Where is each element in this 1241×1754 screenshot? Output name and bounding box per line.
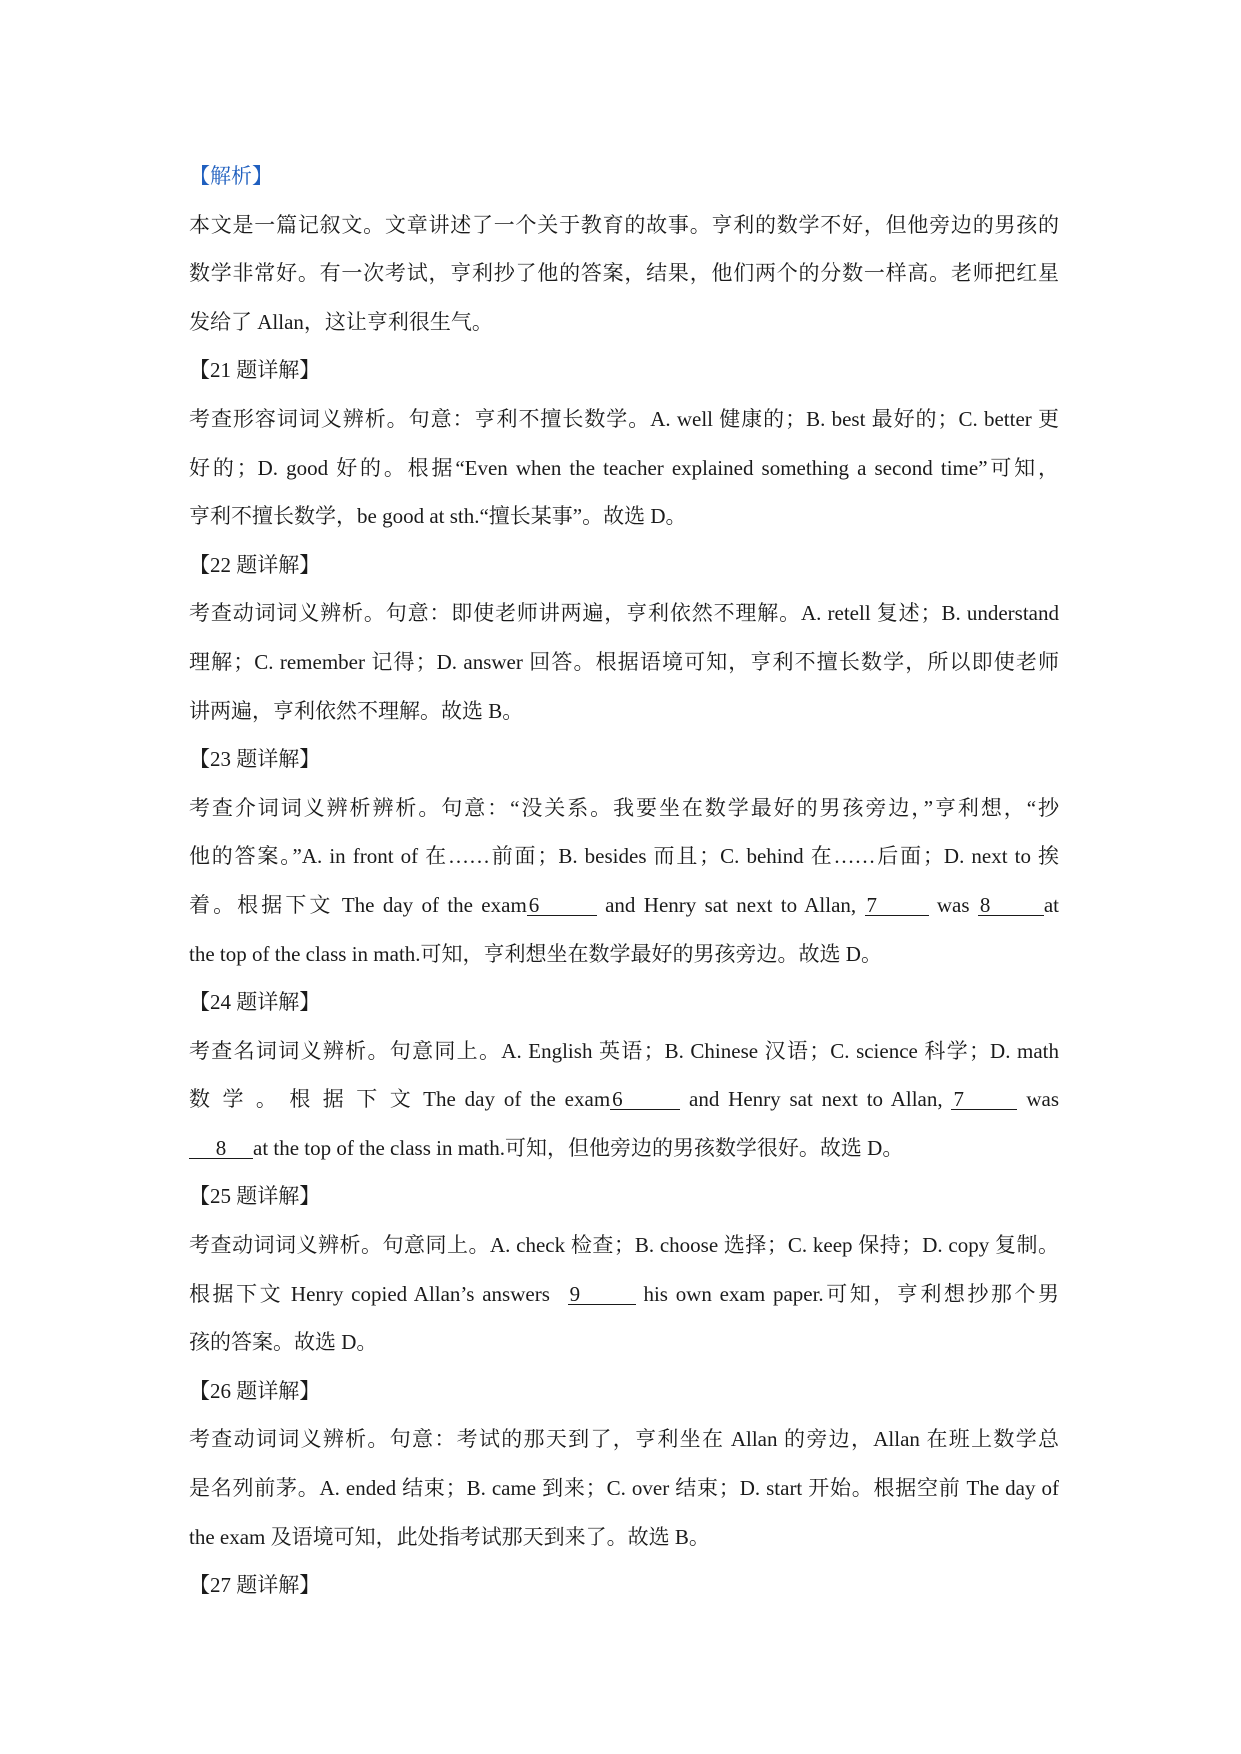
blank-7: 7 xyxy=(951,1089,1017,1110)
q24-text: and Henry sat next to Allan, xyxy=(680,1087,952,1112)
q23-line: 他的答案。”A. in front of 在……前面；B. besides 而且；C. behind 在……后面；D. next to 挨 xyxy=(189,844,1059,869)
q22-line: 理解；C. remember 记得；D. answer 回答。根据语境可知，亨利不擅长数学，所以即使老师 xyxy=(189,649,1059,674)
q25-explanation xyxy=(189,1221,1059,1367)
q23-line-with-blanks xyxy=(189,881,1059,930)
q23-line: the top of the class in math.可知，亨利想坐在数学最好的男孩旁边。故选 D。 xyxy=(189,941,882,966)
q21-heading: 【21 题详解】 xyxy=(189,358,321,383)
q23-heading: 【23 题详解】 xyxy=(189,747,321,772)
q26-line: 考查动词词义辨析。句意：考试的那天到了，亨利坐在 Allan 的旁边，Allan 在班上数学总 xyxy=(189,1427,1059,1452)
blank-7: 7 xyxy=(865,895,929,916)
blank-9: 9 xyxy=(568,1284,636,1305)
q27-heading: 【27 题详解】 xyxy=(189,1573,321,1598)
q23-text: and Henry sat next to Allan, xyxy=(596,892,865,917)
q26-explanation xyxy=(189,1415,1059,1561)
q26-heading: 【26 题详解】 xyxy=(189,1378,321,1403)
q25-heading: 【25 题详解】 xyxy=(189,1184,321,1209)
intro-paragraph xyxy=(189,201,1059,347)
q24-heading: 【24 题详解】 xyxy=(189,990,321,1015)
q24-text: 数 学 。 根 据 下 文 The day of the exam xyxy=(189,1087,611,1112)
q22-explanation xyxy=(189,589,1059,735)
q25-text: 根据下文 Henry copied Allan’s answers xyxy=(189,1281,558,1306)
blank-6: 6 xyxy=(610,1089,680,1110)
q23-text: 着。根据下文 The day of the exam xyxy=(189,892,527,917)
q23-line: 考查介词词义辨析辨析。句意：“没关系。我要坐在数学最好的男孩旁边，”亨利想，“抄 xyxy=(189,795,1059,820)
blank-8: 8 xyxy=(978,895,1044,916)
intro-line: 发给了 Allan，这让亨利很生气。 xyxy=(189,309,493,334)
q26-line: 是名列前茅。A. ended 结束；B. came 到来；C. over 结束；D. start 开始。根据空前 The day of xyxy=(189,1476,1059,1501)
q22-heading: 【22 题详解】 xyxy=(189,552,321,577)
q26-line: the exam 及语境可知，此处指考试那天到来了。故选 B。 xyxy=(189,1524,710,1549)
q23-explanation xyxy=(189,784,1059,978)
q22-line: 考查动词词义辨析。句意：即使老师讲两遍，亨利依然不理解。A. retell 复述；B. understand xyxy=(189,601,1059,626)
q24-text: was xyxy=(1017,1087,1059,1112)
q25-text: his own exam paper.可知，亨利想抄那个男 xyxy=(635,1281,1059,1306)
section-title: 【解析】 xyxy=(189,164,273,188)
intro-line: 数学非常好。有一次考试，亨利抄了他的答案，结果，他们两个的分数一样高。老师把红星 xyxy=(189,261,1059,286)
q22-line: 讲两遍，亨利依然不理解。故选 B。 xyxy=(189,698,524,723)
q24-text: at the top of the class in math.可知，但他旁边的男孩数学很好。故选 D。 xyxy=(253,1135,904,1160)
q21-line: 考查形容词词义辨析。句意：亨利不擅长数学。A. well 健康的；B. best 最好的；C. better 更 xyxy=(189,406,1059,431)
q24-line: 考查名词词义辨析。句意同上。A. English 英语；B. Chinese 汉语；C. science 科学；D. math xyxy=(189,1038,1059,1063)
q24-line-with-blanks xyxy=(189,1075,1059,1124)
q21-line: 亨利不擅长数学，be good at sth.“擅长某事”。故选 D。 xyxy=(189,504,687,529)
document-page xyxy=(189,152,1059,1610)
q25-line-with-blanks xyxy=(189,1270,1059,1319)
intro-line: 本文是一篇记叙文。文章讲述了一个关于教育的故事。亨利的数学不好，但他旁边的男孩的 xyxy=(189,212,1059,237)
q25-line: 考查动词词义辨析。句意同上。A. check 检查；B. choose 选择；C. keep 保持；D. copy 复制。 xyxy=(189,1233,1059,1258)
blank-6: 6 xyxy=(527,895,597,916)
q21-line: 好的；D. good 好的。根据“Even when the teacher explained something a second time”可知， xyxy=(189,455,1059,480)
q25-line: 孩的答案。故选 D。 xyxy=(189,1330,378,1355)
q23-text: at xyxy=(1043,892,1059,917)
q21-explanation xyxy=(189,395,1059,541)
blank-8: 8 xyxy=(189,1138,253,1159)
q24-line-with-blanks xyxy=(189,1124,1059,1173)
q24-explanation xyxy=(189,1027,1059,1173)
q23-text: was xyxy=(928,892,978,917)
